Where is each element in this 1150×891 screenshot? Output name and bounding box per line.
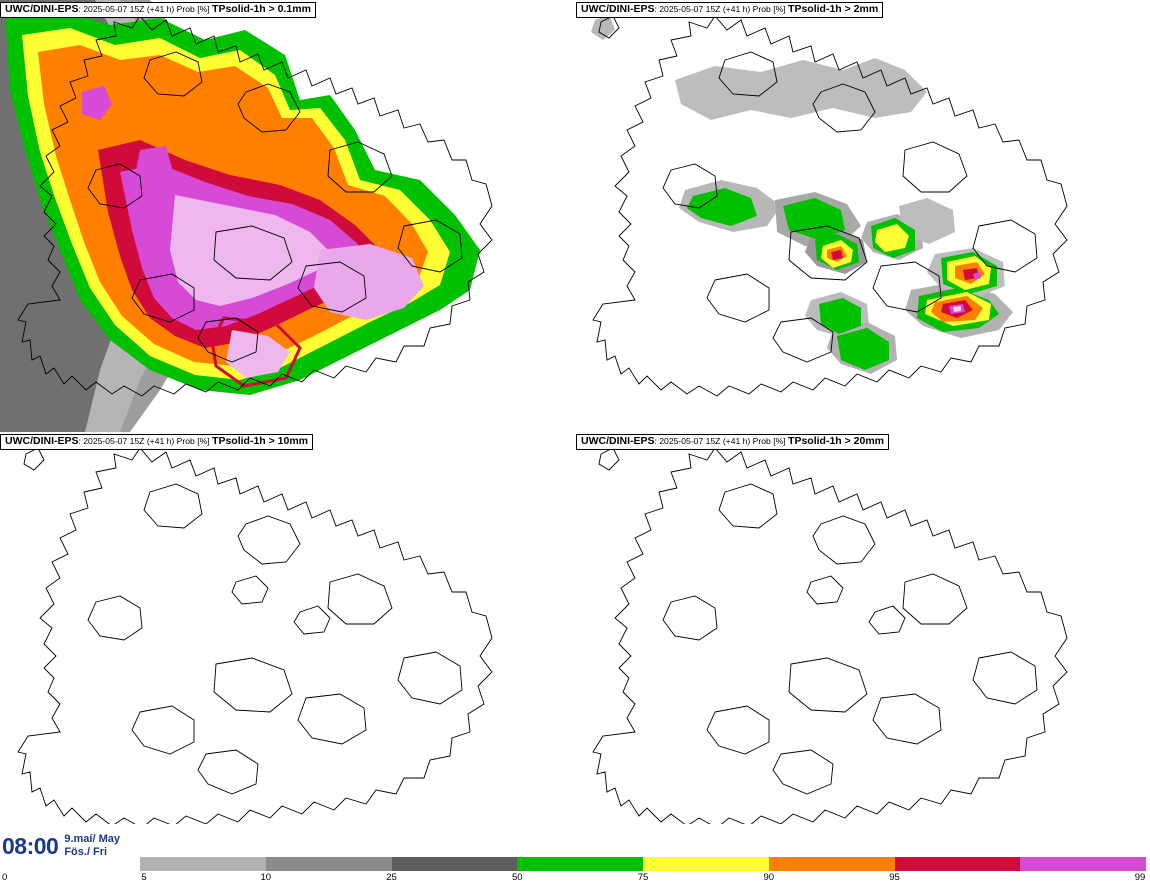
- map-canvas-3: [575, 432, 1150, 864]
- panel-title-1: [576, 2, 883, 18]
- panel-variable-label-0: TPsolid-1h > 0.1mm: [212, 3, 311, 15]
- colorbar-segment-95: [895, 857, 1021, 871]
- probability-colorbar: [140, 857, 1146, 889]
- panel-title-2: [0, 434, 313, 450]
- panel-meta-label-1: : 2025-05-07 15Z (+41 h) Prob [%]: [654, 4, 789, 14]
- panel-meta-label-2: : 2025-05-07 15Z (+41 h) Prob [%]: [78, 436, 213, 446]
- map-panel-tpsolid-gt-2mm[interactable]: [575, 0, 1150, 432]
- panel-variable-label-2: TPsolid-1h > 10mm: [212, 435, 309, 447]
- panel-title-0: [0, 2, 316, 18]
- panel-meta-label-3: : 2025-05-07 15Z (+41 h) Prob [%]: [654, 436, 789, 446]
- footer-bar: [0, 824, 1150, 891]
- valid-time-box: [0, 826, 133, 866]
- prob-patch-grey-north: [675, 58, 927, 120]
- coastline-outline-3: [593, 448, 1067, 828]
- panel-variable-label-3: TPsolid-1h > 20mm: [788, 435, 885, 447]
- colorbar-tick-50: 50: [511, 872, 523, 883]
- colorbar-tick-25: 25: [386, 872, 397, 883]
- colorbar-segment-25: [392, 857, 518, 871]
- map-panel-tpsolid-gt-20mm[interactable]: [575, 432, 1150, 864]
- colorbar-zero-label: 0: [2, 872, 8, 883]
- map-canvas-0: [0, 0, 575, 432]
- panel-meta-label-0: : 2025-05-07 15Z (+41 h) Prob [%]: [78, 4, 213, 14]
- valid-date-wrap: [64, 833, 120, 858]
- map-panel-tpsolid-gt-0p1mm[interactable]: [0, 0, 575, 432]
- prob-core-lightmagenta-se: [953, 306, 961, 312]
- colorbar-segment-99: [1020, 857, 1146, 871]
- panel-variable-label-1: TPsolid-1h > 2mm: [788, 3, 879, 15]
- map-panel-tpsolid-gt-10mm[interactable]: [0, 432, 575, 864]
- colorbar-segment-50: [517, 857, 643, 871]
- panel-model-label-1: UWC/DINI-EPS: [581, 3, 655, 15]
- colorbar-gradient: [140, 857, 1146, 871]
- colorbar-tick-99: 99: [1134, 872, 1146, 883]
- colorbar-tick-95: 95: [889, 872, 900, 883]
- colorbar-tick-75: 75: [637, 872, 649, 883]
- colorbar-segment-75: [643, 857, 769, 871]
- colorbar-segment-5: [140, 857, 266, 871]
- map-canvas-2: [0, 432, 575, 864]
- panel-model-label-0: UWC/DINI-EPS: [5, 3, 79, 15]
- colorbar-tick-5: 5: [141, 872, 147, 883]
- colorbar-tick-10: 10: [260, 872, 272, 883]
- valid-date-line2: Fös./ Fri: [64, 846, 108, 858]
- coastline-outline-2: [18, 448, 492, 828]
- panel-title-3: [576, 434, 889, 450]
- colorbar-segment-10: [266, 857, 392, 871]
- panel-model-label-2: UWC/DINI-EPS: [5, 435, 79, 447]
- valid-time-clock: 08:00: [2, 832, 59, 859]
- panel-model-label-3: UWC/DINI-EPS: [581, 435, 655, 447]
- map-canvas-1: [575, 0, 1150, 432]
- valid-date-line1: 9.maí/ May: [64, 833, 120, 846]
- colorbar-tick-90: 90: [763, 872, 775, 883]
- colorbar-segment-90: [769, 857, 895, 871]
